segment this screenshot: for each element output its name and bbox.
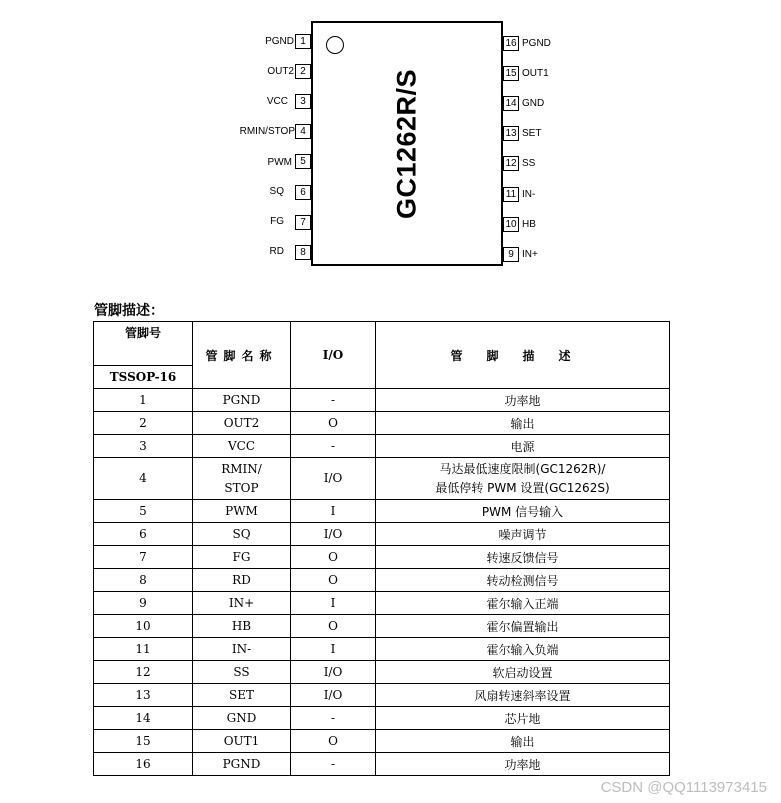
cell-io: I/O <box>291 458 376 500</box>
pin-number: 4 <box>295 124 311 139</box>
cell-io: O <box>291 412 376 435</box>
cell-pin-name: RD <box>193 569 291 592</box>
pin-number: 2 <box>295 64 311 79</box>
pin-number: 14 <box>503 96 519 111</box>
table-row <box>94 435 670 458</box>
cell-pin-name: SS <box>193 661 291 684</box>
pin-label: OUT2 <box>267 66 294 77</box>
header-pin-name: 管脚名称 <box>193 322 291 389</box>
watermark: CSDN @QQ1113973415 <box>600 779 767 796</box>
pin-label: VCC <box>266 96 288 107</box>
cell-pin-number: 12 <box>94 661 193 684</box>
table-row <box>94 389 670 412</box>
cell-pin-name: OUT2 <box>193 412 291 435</box>
pin-number: 7 <box>295 215 311 230</box>
cell-pin-name: SET <box>193 684 291 707</box>
cell-description: 功率地 <box>376 389 670 412</box>
pin-number: 3 <box>295 94 311 109</box>
chip-name: GC1262R/S <box>391 68 422 219</box>
cell-pin-name: IN- <box>193 638 291 661</box>
table-row <box>94 753 670 776</box>
cell-pin-number: 8 <box>94 569 193 592</box>
table-row <box>94 592 670 615</box>
cell-description: 软启动设置 <box>376 661 670 684</box>
header-description: 管脚描述 <box>376 322 670 389</box>
pin-description-table <box>93 321 670 776</box>
cell-pin-name-line1: RMIN/ <box>221 461 262 476</box>
table-row <box>94 661 670 684</box>
cell-pin-number: 16 <box>94 753 193 776</box>
cell-io: I <box>291 638 376 661</box>
pin-number: 1 <box>295 34 311 49</box>
pin-label: IN- <box>522 189 536 200</box>
cell-pin-name: HB <box>193 615 291 638</box>
pin-label: GND <box>522 98 545 109</box>
cell-description: 霍尔偏置输出 <box>376 615 670 638</box>
cell-pin-number: 3 <box>94 435 193 458</box>
pin-label: HB <box>522 219 536 230</box>
cell-description: 霍尔输入负端 <box>376 638 670 661</box>
cell-pin-number: 5 <box>94 500 193 523</box>
pin-label: PWM <box>267 157 292 168</box>
table-row <box>94 546 670 569</box>
cell-io: I/O <box>291 684 376 707</box>
cell-io: I <box>291 500 376 523</box>
pin1-marker <box>326 36 344 54</box>
header-pin-number-label: 管脚号 <box>94 322 192 366</box>
cell-pin-name: OUT1 <box>193 730 291 753</box>
cell-pin-name: PGND <box>193 753 291 776</box>
cell-pin-name: IN+ <box>193 592 291 615</box>
header-pin-number <box>94 322 193 389</box>
table-row <box>94 707 670 730</box>
table-row <box>94 523 670 546</box>
cell-io: O <box>291 546 376 569</box>
pin-number: 12 <box>503 156 519 171</box>
cell-description: 噪声调节 <box>376 523 670 546</box>
table-row <box>94 569 670 592</box>
cell-description: 风扇转速斜率设置 <box>376 684 670 707</box>
cell-description-line1: 马达最低速度限制(GC1262R)/ <box>439 461 606 476</box>
cell-pin-number: 4 <box>94 458 193 500</box>
cell-pin-number: 14 <box>94 707 193 730</box>
cell-description-line2: 最低停转 PWM 设置(GC1262S) <box>435 480 610 495</box>
cell-pin-name-line2: STOP <box>224 480 259 495</box>
pin-label: OUT1 <box>522 68 549 79</box>
cell-pin-number: 11 <box>94 638 193 661</box>
cell-pin-name: PWM <box>193 500 291 523</box>
cell-description: 功率地 <box>376 753 670 776</box>
cell-io: I/O <box>291 523 376 546</box>
header-package: TSSOP-16 <box>109 370 177 384</box>
pin-label: RMIN/STOP <box>239 126 295 137</box>
cell-description: 霍尔输入正端 <box>376 592 670 615</box>
cell-description: 电源 <box>376 435 670 458</box>
cell-io: - <box>291 753 376 776</box>
table-row <box>94 730 670 753</box>
pin-label: PGND <box>522 38 551 49</box>
cell-description <box>376 458 670 500</box>
cell-io: I <box>291 592 376 615</box>
cell-pin-number: 13 <box>94 684 193 707</box>
pin-number: 10 <box>503 217 519 232</box>
cell-description: 芯片地 <box>376 707 670 730</box>
pin-label: SET <box>522 128 542 139</box>
cell-pin-number: 1 <box>94 389 193 412</box>
pin-number: 9 <box>503 247 519 262</box>
cell-pin-name <box>193 458 291 500</box>
cell-io: O <box>291 569 376 592</box>
table-row <box>94 500 670 523</box>
section-heading: 管脚描述： <box>94 303 164 319</box>
cell-io: O <box>291 615 376 638</box>
pin-label: RD <box>269 246 284 257</box>
header-io: I/O <box>291 322 376 389</box>
table-header-row <box>94 322 670 389</box>
cell-pin-name: FG <box>193 546 291 569</box>
cell-pin-name: SQ <box>193 523 291 546</box>
cell-pin-name: PGND <box>193 389 291 412</box>
cell-description: 转速反馈信号 <box>376 546 670 569</box>
cell-pin-number: 2 <box>94 412 193 435</box>
ic-package <box>311 21 503 266</box>
pin-number: 6 <box>295 185 311 200</box>
table-row <box>94 684 670 707</box>
cell-io: - <box>291 389 376 412</box>
cell-io: O <box>291 730 376 753</box>
cell-pin-name: GND <box>193 707 291 730</box>
pin-number: 13 <box>503 126 519 141</box>
cell-description: PWM 信号输入 <box>376 500 670 523</box>
cell-description: 输出 <box>376 412 670 435</box>
table-row <box>94 615 670 638</box>
cell-pin-number: 6 <box>94 523 193 546</box>
cell-description: 输出 <box>376 730 670 753</box>
pin-label: IN+ <box>522 249 538 260</box>
pin-number: 5 <box>295 154 311 169</box>
cell-pin-number: 10 <box>94 615 193 638</box>
pin-label: FG <box>270 216 284 227</box>
pin-label: PGND <box>265 36 294 47</box>
cell-io: - <box>291 435 376 458</box>
cell-pin-number: 9 <box>94 592 193 615</box>
pin-number: 16 <box>503 36 519 51</box>
table-row <box>94 458 670 500</box>
cell-io: - <box>291 707 376 730</box>
cell-pin-number: 15 <box>94 730 193 753</box>
pin-label: SS <box>522 158 536 169</box>
cell-pin-number: 7 <box>94 546 193 569</box>
pin-label: SQ <box>269 186 284 197</box>
pin-number: 11 <box>503 187 519 202</box>
pin-number: 8 <box>295 245 311 260</box>
cell-description: 转动检测信号 <box>376 569 670 592</box>
pin-number: 15 <box>503 66 519 81</box>
cell-pin-name: VCC <box>193 435 291 458</box>
cell-io: I/O <box>291 661 376 684</box>
table-row <box>94 638 670 661</box>
table-row <box>94 412 670 435</box>
